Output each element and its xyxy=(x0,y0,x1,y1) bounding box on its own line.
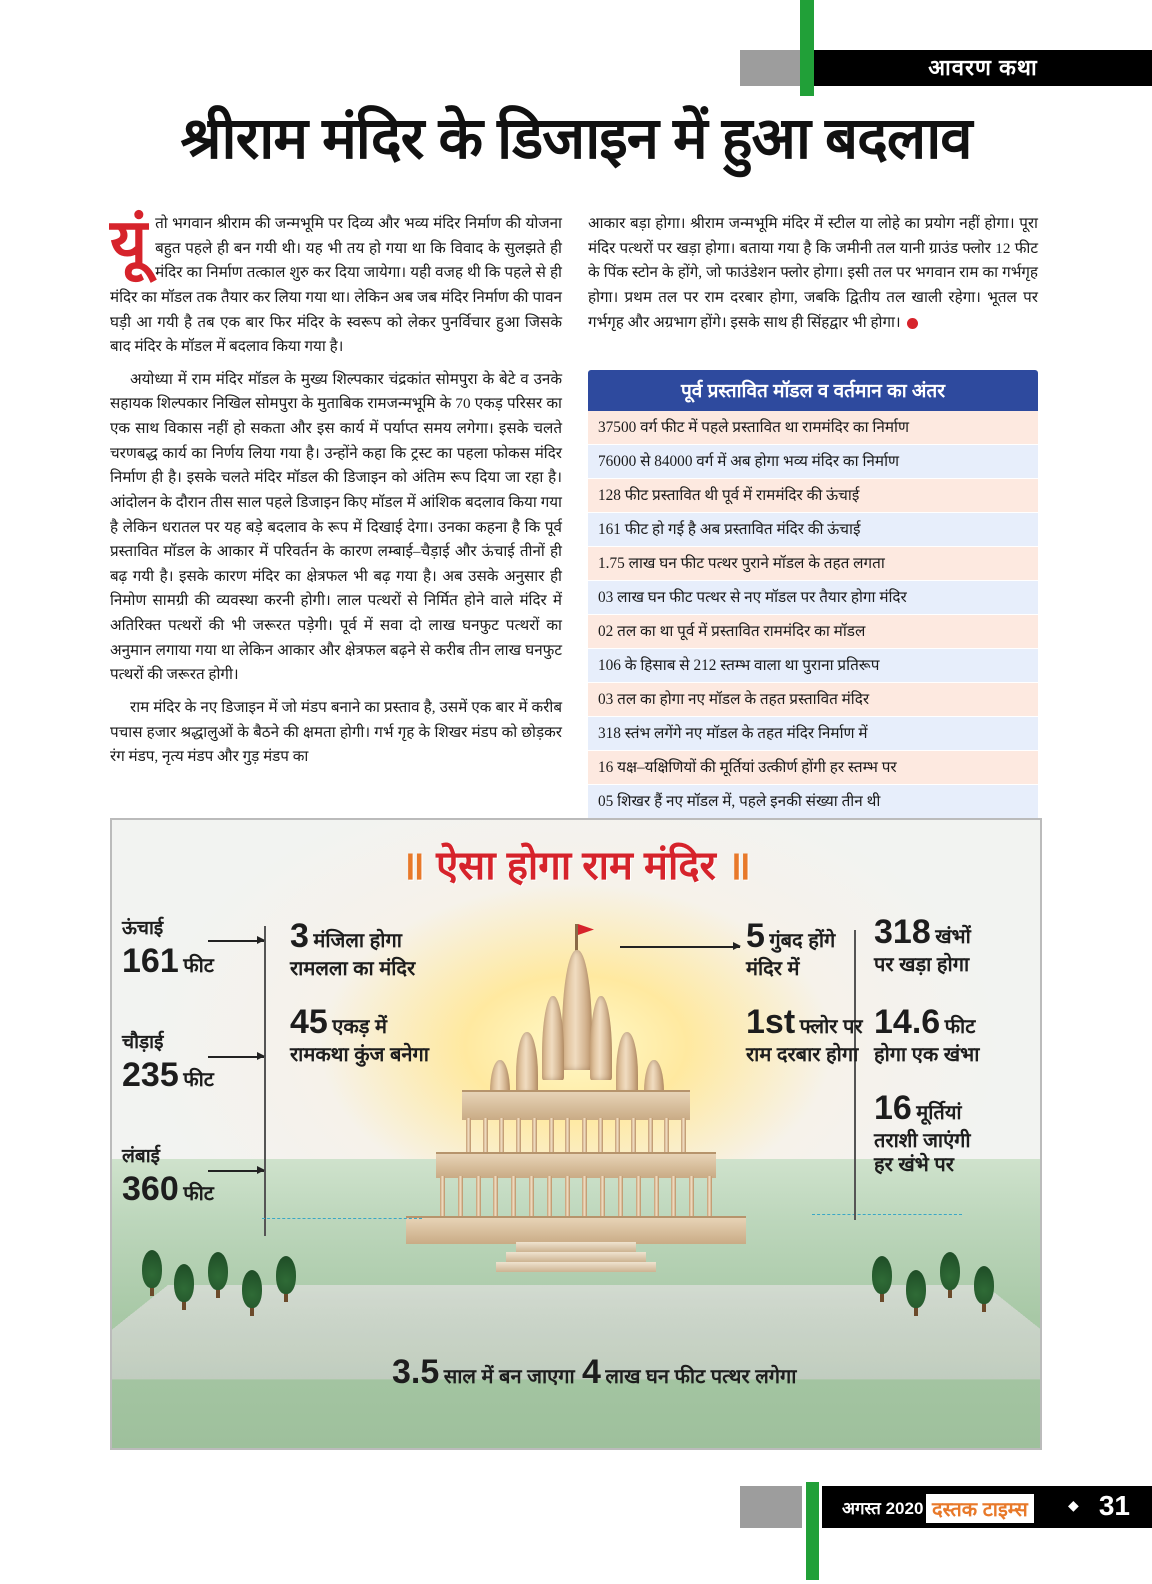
callout-unit: फीट xyxy=(183,954,214,977)
callout-duration xyxy=(392,1352,575,1393)
article-column-left xyxy=(110,206,562,778)
top-green-bar xyxy=(800,0,814,96)
callout-text-2: होगा एक खंभा xyxy=(874,1043,980,1066)
temple-illustration xyxy=(366,940,786,1340)
table-row: 76000 से 84000 वर्ग में अब होगा भव्य मंदिर का निर्माण xyxy=(588,445,1038,479)
callout-value: 3 xyxy=(290,917,309,955)
tree-icon xyxy=(940,1252,960,1298)
table-row: 02 तल का था पूर्व में प्रस्तावित राममंदिर का मॉडल xyxy=(588,615,1038,649)
measure-arrow-length xyxy=(208,1170,264,1172)
table-row: 37500 वर्ग फीट में पहले प्रस्तावित था राममंदिर का निर्माण xyxy=(588,411,1038,445)
callout-text: साल में बन जाएगा xyxy=(443,1366,575,1388)
paragraph xyxy=(110,206,562,360)
paragraph xyxy=(588,212,1038,335)
temple-steps xyxy=(496,1262,656,1272)
temple-upper-terrace xyxy=(462,1090,690,1120)
table-row: 106 के हिसाब से 212 स्तम्भ वाला था पुराना प्रतिरूप xyxy=(588,649,1038,683)
table-row: 128 फीट प्रस्तावित थी पूर्व में राममंदिर की ऊंचाई xyxy=(588,479,1038,513)
callout-value: 360 xyxy=(122,1169,179,1208)
callout-text: फ्लोर पर xyxy=(799,1016,863,1038)
callout-acres xyxy=(290,1002,429,1067)
tree-icon xyxy=(974,1266,994,1312)
callout-text-3: हर खंभे पर xyxy=(874,1153,954,1176)
callout-text: मूर्तियां xyxy=(916,1102,962,1124)
temple-mid-terrace xyxy=(436,1152,716,1178)
temple-plinth xyxy=(406,1216,746,1244)
section-kicker-label: आवरण कथा xyxy=(928,55,1038,80)
callout-value: 235 xyxy=(122,1055,179,1094)
footer-month: अगस्त 2020 xyxy=(842,1499,924,1518)
table-row: 03 तल का होगा नए मॉडल के तहत प्रस्तावित मंदिर xyxy=(588,683,1038,717)
paragraph: अयोध्या में राम मंदिर मॉडल के मुख्य शिल्पकार चंद्रकांत सोमपुरा के बेटे व उनके सहायक शिल्पकार निखिल सोमपुरा के मुताबिक रामजन्मभूमि के 70 एकड़ परिसर का एक साथ विकास नहीं हो सकता और इस कार्य में पर्याप्त समय लगेगा। इसके चलते चरणबद्ध कार्य का निर्णय लिया गया है। उन्होंने कहा कि ट्रस्ट का पहला फोकस मंदिर निर्माण ही है। इसके चलते मंदिर मॉडल की डिजाइन को अंतिम रूप दिया जा रहा है। आंदोलन के दौरान तीस साल पहले डिजाइन किए मॉडल में आंशिक बदलाव किया गया है लेकिन धरातल पर यह बड़े बदलाव के रूप में दिखाई देगा। उनका कहना है कि पूर्व प्रस्तावित मॉडल के आकार में परिवर्तन के कारण लम्बाई–चैड़ाई और ऊंचाई तीनों ही बढ़ गयी है। इसके कारण मंदिर का क्षेत्रफल भी बढ़ गया है। अब उसके अनुसार ही निमोण सामग्री की व्यवस्था करनी होगी। लाल पत्थरों से निर्मित होने वाले मंदिर में अतिरिक्त पत्थरों की भी जरूरत पड़ेगी। पूर्व में सवा दो लाख घनफुट पत्थरों का अनुमान लगाया गया था लेकिन आकार और क्षेत्रफल बढ़ने से करीब तीन लाख घनफुट पत्थरों की जरूरत होगी। xyxy=(110,370,562,684)
callout-text: एकड़ में xyxy=(332,1016,387,1038)
page-title: श्रीराम मंदिर के डिजाइन में हुआ बदलाव xyxy=(180,106,972,171)
title-bar-left-icon: ॥ xyxy=(400,844,425,888)
tree-icon xyxy=(174,1264,194,1310)
callout-statues xyxy=(874,1088,971,1177)
infographic-title xyxy=(112,836,1040,891)
callout-value: 16 xyxy=(874,1089,912,1127)
temple-pillar-row xyxy=(466,1118,686,1152)
callout-length xyxy=(122,1146,214,1210)
top-grey-block xyxy=(740,50,802,86)
footer-green-bar xyxy=(806,1482,819,1580)
callout-text: लाख घन फीट पत्थर लगेगा xyxy=(605,1366,797,1388)
callout-unit: फीट xyxy=(183,1182,214,1205)
measure-dashed-line xyxy=(812,1214,962,1215)
table-row: 05 शिखर हैं नए मॉडल में, पहले इनकी संख्या तीन थी xyxy=(588,785,1038,819)
measure-arrow-height xyxy=(208,940,264,942)
infographic-title-text: ऐसा होगा राम मंदिर xyxy=(436,844,716,888)
tree-icon xyxy=(208,1252,228,1298)
callout-text: मंजिला होगा xyxy=(313,930,402,952)
callout-text-2: राम दरबार होगा xyxy=(746,1043,859,1066)
callout-text-2: पर खड़ा होगा xyxy=(874,953,970,976)
callout-pillar-height xyxy=(874,1002,979,1067)
callout-arrow-domes xyxy=(620,946,740,948)
article-column-right xyxy=(588,212,1038,343)
temple-pillar-row xyxy=(440,1176,712,1216)
temple-main-shikhara xyxy=(562,950,592,1070)
tree-icon xyxy=(142,1250,162,1296)
callout-text: खंभों xyxy=(935,926,971,948)
callout-pillars xyxy=(874,912,971,977)
callout-domes xyxy=(746,916,835,981)
table-row: 318 स्तंभ लगेंगे नए मॉडल के तहत मंदिर निर्माण में xyxy=(588,717,1038,751)
callout-label: चौड़ाई xyxy=(122,1032,164,1053)
table-row: 1.75 लाख घन फीट पत्थर पुराने मॉडल के तहत लगता xyxy=(588,547,1038,581)
table-row: 16 यक्ष–यक्षिणियों की मूर्तियां उत्कीर्ण होंगी हर स्तम्भ पर xyxy=(588,751,1038,785)
paragraph-text: आकार बड़ा होगा। श्रीराम जन्मभूमि मंदिर में स्टील या लोहे का प्रयोग नहीं होगा। पूरा मंदिर पत्थरों पर खड़ा होगा। बताया गया है कि जमीनी तल यानी ग्राउंड फ्लोर 12 फीट के पिंक स्टोन के होंगे, जो फाउंडेशन फ्लोर होगा। इसी तल पर भगवान राम का गर्भगृह होगा। प्रथम तल पर राम दरबार होगा, जबकि द्वितीय तल खाली रहेगा। भूतल पर गर्भगृह और अग्रभाग होंगे। इसके साथ ही सिंहद्वार भी होगा। xyxy=(588,215,1038,331)
callout-height xyxy=(122,918,214,982)
callout-unit: फीट xyxy=(183,1068,214,1091)
measure-arrow-width xyxy=(208,1056,264,1058)
footer-diamond-icon: ◆ xyxy=(1068,1499,1079,1514)
footer-black-bar xyxy=(822,1486,1152,1528)
callout-text-2: मंदिर में xyxy=(746,957,800,980)
tree-icon xyxy=(276,1256,296,1302)
tree-icon xyxy=(906,1270,926,1316)
table-row: 03 लाख घन फीट पत्थर से नए मॉडल पर तैयार होगा मंदिर xyxy=(588,581,1038,615)
temple-shikhara xyxy=(516,1032,538,1094)
footer-brand: दस्तक टाइम्स xyxy=(926,1494,1034,1523)
drop-cap: यूं xyxy=(110,206,148,278)
callout-value: 3.5 xyxy=(392,1353,440,1391)
callout-first-floor xyxy=(746,1002,863,1067)
callout-value: 14.6 xyxy=(874,1003,941,1041)
footer-grey-block xyxy=(740,1486,802,1528)
callout-value: 1st xyxy=(746,1003,796,1041)
callout-width xyxy=(122,1032,214,1096)
infographic xyxy=(110,818,1042,1450)
temple-shikhara xyxy=(590,996,612,1080)
callout-stone-volume xyxy=(582,1352,796,1393)
comparison-table xyxy=(588,370,1038,819)
comparison-table-title: पूर्व प्रस्तावित मॉडल व वर्तमान का अंतर xyxy=(588,370,1038,411)
table-row: 161 फीट हो गई है अब प्रस्तावित मंदिर की ऊंचाई xyxy=(588,513,1038,547)
temple-shikhara xyxy=(542,996,564,1080)
end-of-article-dot xyxy=(907,318,918,329)
callout-text-2: तराशी जाएंगी xyxy=(874,1129,971,1152)
tree-icon xyxy=(242,1270,262,1316)
temple-steps xyxy=(516,1242,636,1252)
tree-icon xyxy=(872,1256,892,1302)
callout-value: 45 xyxy=(290,1003,328,1041)
callout-text-2: रामकथा कुंज बनेगा xyxy=(290,1043,429,1066)
measure-dashed-line xyxy=(262,1218,422,1219)
page-number: 31 xyxy=(1098,1490,1130,1521)
callout-text: फीट xyxy=(944,1016,976,1038)
callout-value: 5 xyxy=(746,917,765,955)
callout-value: 318 xyxy=(874,913,931,951)
callout-text: गुंबद होंगे xyxy=(769,930,836,952)
paragraph: राम मंदिर के नए डिजाइन में जो मंडप बनाने का प्रस्ताव है, उसमें एक बार में करीब पचास हजार श्रद्धालुओं के बैठने की क्षमता होगी। गर्भ गृह के शिखर मंडप को छोड़कर रंग मंडप, नृत्य मंडप और गुड़ मंडप का xyxy=(110,698,562,766)
section-kicker xyxy=(814,50,1152,86)
callout-label: लंबाई xyxy=(122,1146,160,1167)
callout-guide-vertical xyxy=(854,930,856,1220)
top-bar xyxy=(0,0,1152,96)
callout-value: 4 xyxy=(582,1353,601,1391)
temple-steps xyxy=(506,1252,646,1262)
callout-text-2: रामलला का मंदिर xyxy=(290,957,416,980)
callout-label: ऊंचाई xyxy=(122,918,164,939)
measure-guide-vertical xyxy=(264,926,266,1236)
callout-value: 161 xyxy=(122,941,179,980)
callout-floors xyxy=(290,916,415,981)
temple-shikhara xyxy=(616,1032,638,1094)
title-bar-right-icon: ॥ xyxy=(727,844,752,888)
paragraph-text: तो भगवान श्रीराम की जन्मभूमि पर दिव्य और भव्य मंदिर निर्माण की योजना बहुत पहले ही बन गयी थी। यह भी तय हो गया था कि विवाद के सुलझते ही मंदिर का निर्माण तत्काल शुरु कर दिया जायेगा। यही वजह थी कि पहले से ही मंदिर का मॉडल तक तैयार कर लिया गया था। लेकिन अब जब मंदिर निर्माण की पावन घड़ी आ गयी है तब एक बार फिर मंदिर के स्वरूप को लेकर पुनर्विचार हुआ जिसके बाद मंदिर के मॉडल में बदलाव किया गया है। xyxy=(110,215,562,356)
footer-bar xyxy=(0,1486,1152,1528)
